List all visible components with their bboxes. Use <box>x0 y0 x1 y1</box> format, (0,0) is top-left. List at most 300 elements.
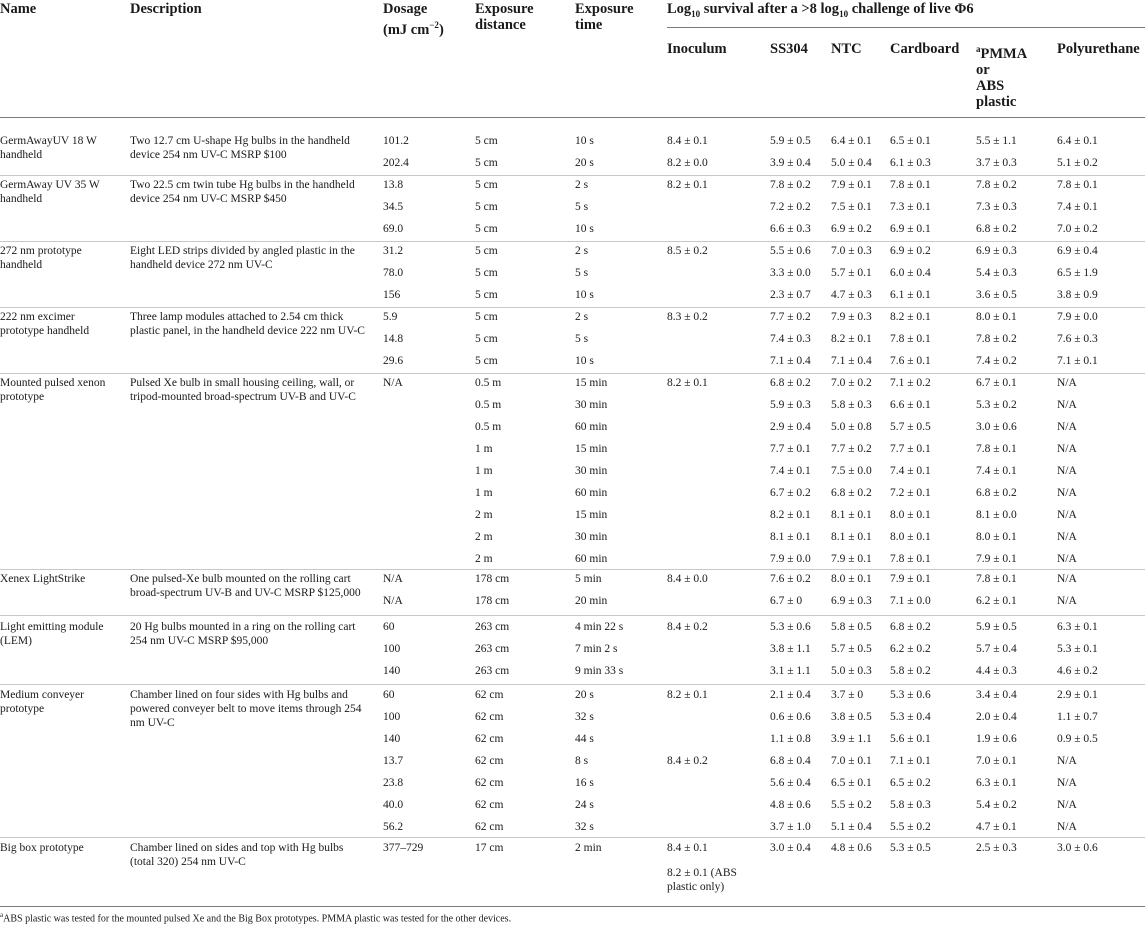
cardboard-cell: 7.3 ± 0.1 <box>890 201 931 213</box>
time-cell: 5 s <box>575 333 589 345</box>
group-separator <box>0 837 1145 838</box>
polyurethane-cell: 7.9 ± 0.0 <box>1057 311 1098 323</box>
distance-cell: 5 cm <box>475 201 498 213</box>
dosage-cell: N/A <box>383 377 403 389</box>
ntc-cell: 7.9 ± 0.3 <box>831 311 872 323</box>
cardboard-cell: 6.0 ± 0.4 <box>890 267 931 279</box>
big-box-inoculum-note: 8.2 ± 0.1 (ABS plastic only) <box>667 867 737 893</box>
dosage-cell: 100 <box>383 643 401 655</box>
polyurethane-cell: 6.9 ± 0.4 <box>1057 245 1098 257</box>
ntc-cell: 8.2 ± 0.1 <box>831 333 872 345</box>
distance-cell: 2 m <box>475 531 493 543</box>
time-cell: 10 s <box>575 135 594 147</box>
dosage-cell: 14.8 <box>383 333 404 345</box>
dosage-cell: 78.0 <box>383 267 404 279</box>
distance-cell: 263 cm <box>475 621 510 633</box>
distance-cell: 0.5 m <box>475 377 502 389</box>
ntc-cell: 6.9 ± 0.3 <box>831 595 872 607</box>
cardboard-cell: 6.1 ± 0.1 <box>890 289 931 301</box>
ss304-cell: 7.7 ± 0.2 <box>770 311 811 323</box>
ss304-cell: 3.8 ± 1.1 <box>770 643 811 655</box>
pmma-abs-cell: 6.2 ± 0.1 <box>976 595 1017 607</box>
ntc-cell: 3.7 ± 0 <box>831 689 864 701</box>
cardboard-cell: 7.8 ± 0.1 <box>890 553 931 565</box>
polyurethane-cell: 2.9 ± 0.1 <box>1057 689 1098 701</box>
ntc-cell: 8.1 ± 0.1 <box>831 531 872 543</box>
inoculum-cell: 8.2 ± 0.1 <box>667 689 708 701</box>
pmma-abs-cell: 7.8 ± 0.2 <box>976 333 1017 345</box>
inoculum-cell: 8.4 ± 0.0 <box>667 573 708 585</box>
distance-cell: 5 cm <box>475 157 498 169</box>
device-name: 272 nm prototype handheld <box>0 245 82 271</box>
dosage-cell: 56.2 <box>383 821 404 833</box>
cardboard-cell: 5.3 ± 0.5 <box>890 842 931 854</box>
pmma-abs-cell: 6.3 ± 0.1 <box>976 777 1017 789</box>
ntc-cell: 5.0 ± 0.3 <box>831 665 872 677</box>
ss304-cell: 7.2 ± 0.2 <box>770 201 811 213</box>
ntc-cell: 7.9 ± 0.1 <box>831 179 872 191</box>
dosage-cell: 377–729 <box>383 842 424 854</box>
time-cell: 20 min <box>575 595 608 607</box>
ss304-cell: 5.9 ± 0.3 <box>770 399 811 411</box>
distance-cell: 62 cm <box>475 821 504 833</box>
cardboard-cell: 5.6 ± 0.1 <box>890 733 931 745</box>
ntc-cell: 7.5 ± 0.0 <box>831 465 872 477</box>
ntc-cell: 6.4 ± 0.1 <box>831 135 872 147</box>
inoculum-cell: 8.2 ± 0.1 <box>667 179 708 191</box>
polyurethane-cell: N/A <box>1057 487 1077 499</box>
pmma-abs-cell: 8.1 ± 0.0 <box>976 509 1017 521</box>
time-cell: 7 min 2 s <box>575 643 618 655</box>
pmma-abs-cell: 5.7 ± 0.4 <box>976 643 1017 655</box>
group-separator <box>0 684 1145 685</box>
ss304-cell: 5.6 ± 0.4 <box>770 777 811 789</box>
dosage-cell: N/A <box>383 573 403 585</box>
distance-cell: 1 m <box>475 465 493 477</box>
dosage-cell: 29.6 <box>383 355 404 367</box>
cardboard-cell: 7.2 ± 0.1 <box>890 487 931 499</box>
ntc-cell: 4.7 ± 0.3 <box>831 289 872 301</box>
pmma-abs-cell: 7.8 ± 0.1 <box>976 443 1017 455</box>
ntc-cell: 7.1 ± 0.4 <box>831 355 872 367</box>
inoculum-cell: 8.4 ± 0.2 <box>667 755 708 767</box>
time-cell: 10 s <box>575 289 594 301</box>
polyurethane-cell: 6.3 ± 0.1 <box>1057 621 1098 633</box>
ntc-cell: 5.8 ± 0.5 <box>831 621 872 633</box>
header-description: Description <box>130 1 202 17</box>
time-cell: 5 s <box>575 267 589 279</box>
dosage-cell: 156 <box>383 289 401 301</box>
time-cell: 15 min <box>575 509 608 521</box>
polyurethane-cell: N/A <box>1057 595 1077 607</box>
ss304-cell: 7.8 ± 0.2 <box>770 179 811 191</box>
ss304-cell: 6.7 ± 0.2 <box>770 487 811 499</box>
polyurethane-cell: N/A <box>1057 573 1077 585</box>
pmma-abs-cell: 7.8 ± 0.2 <box>976 179 1017 191</box>
ntc-cell: 7.9 ± 0.1 <box>831 553 872 565</box>
ntc-cell: 6.8 ± 0.2 <box>831 487 872 499</box>
pmma-abs-cell: 6.8 ± 0.2 <box>976 223 1017 235</box>
ntc-cell: 6.9 ± 0.2 <box>831 223 872 235</box>
time-cell: 30 min <box>575 465 608 477</box>
pmma-abs-cell: 2.0 ± 0.4 <box>976 711 1017 723</box>
distance-cell: 62 cm <box>475 799 504 811</box>
group-separator <box>0 373 1145 374</box>
ntc-cell: 7.0 ± 0.2 <box>831 377 872 389</box>
header-cardboard: Cardboard <box>890 41 960 57</box>
distance-cell: 2 m <box>475 509 493 521</box>
ntc-cell: 8.0 ± 0.1 <box>831 573 872 585</box>
cardboard-cell: 6.1 ± 0.3 <box>890 157 931 169</box>
inoculum-cell: 8.4 ± 0.1 <box>667 842 708 854</box>
pmma-abs-cell: 7.4 ± 0.2 <box>976 355 1017 367</box>
time-cell: 32 s <box>575 821 594 833</box>
distance-cell: 5 cm <box>475 333 498 345</box>
ntc-cell: 7.0 ± 0.1 <box>831 755 872 767</box>
cardboard-cell: 6.5 ± 0.1 <box>890 135 931 147</box>
distance-cell: 5 cm <box>475 311 498 323</box>
device-description: One pulsed-Xe bulb mounted on the rolling cart broad-spectrum UV-B and UV-C MSRP $125,000 <box>130 573 361 599</box>
distance-cell: 0.5 m <box>475 421 502 433</box>
ss304-cell: 7.9 ± 0.0 <box>770 553 811 565</box>
ntc-cell: 7.0 ± 0.3 <box>831 245 872 257</box>
dosage-cell: 60 <box>383 621 395 633</box>
pmma-abs-cell: 6.9 ± 0.3 <box>976 245 1017 257</box>
cardboard-cell: 6.5 ± 0.2 <box>890 777 931 789</box>
header-dosage: Dosage (mJ $cm^{-2}$) <box>383 1 444 38</box>
ss304-cell: 7.1 ± 0.4 <box>770 355 811 367</box>
distance-cell: 62 cm <box>475 711 504 723</box>
polyurethane-cell: N/A <box>1057 465 1077 477</box>
polyurethane-cell: 7.4 ± 0.1 <box>1057 201 1098 213</box>
ntc-cell: 5.0 ± 0.4 <box>831 157 872 169</box>
distance-cell: 5 cm <box>475 179 498 191</box>
cardboard-cell: 7.4 ± 0.1 <box>890 465 931 477</box>
pmma-abs-cell: 3.4 ± 0.4 <box>976 689 1017 701</box>
time-cell: 2 s <box>575 245 589 257</box>
ss304-cell: 1.1 ± 0.8 <box>770 733 811 745</box>
ntc-cell: 5.1 ± 0.4 <box>831 821 872 833</box>
inoculum-cell: 8.2 ± 0.0 <box>667 157 708 169</box>
time-cell: 16 s <box>575 777 594 789</box>
polyurethane-cell: 5.3 ± 0.1 <box>1057 643 1098 655</box>
header-exposure-distance: Exposure distance <box>475 1 534 33</box>
ss304-cell: 3.1 ± 1.1 <box>770 665 811 677</box>
device-description: Three lamp modules attached to 2.54 cm thick plastic panel, in the handheld device 222 nm UV-C <box>130 311 365 337</box>
ntc-cell: 3.8 ± 0.5 <box>831 711 872 723</box>
dosage-cell: 140 <box>383 665 401 677</box>
cardboard-cell: 6.9 ± 0.2 <box>890 245 931 257</box>
pmma-abs-cell: 7.3 ± 0.3 <box>976 201 1017 213</box>
ss304-cell: 0.6 ± 0.6 <box>770 711 811 723</box>
group-separator <box>0 241 1145 242</box>
table-bottom-rule <box>0 906 1145 907</box>
time-cell: 5 s <box>575 201 589 213</box>
cardboard-cell: 5.3 ± 0.4 <box>890 711 931 723</box>
dosage-cell: 60 <box>383 689 395 701</box>
distance-cell: 5 cm <box>475 289 498 301</box>
device-description: 20 Hg bulbs mounted in a ring on the rolling cart 254 nm UV-C MSRP $95,000 <box>130 621 356 647</box>
device-name: Medium conveyer prototype <box>0 689 84 715</box>
pmma-abs-cell: 5.9 ± 0.5 <box>976 621 1017 633</box>
distance-cell: 5 cm <box>475 223 498 235</box>
header-polyurethane: Polyurethane <box>1057 41 1140 57</box>
time-cell: 60 min <box>575 487 608 499</box>
header-survival-group: Log$_{10}$ survival after a >8 $\log_{10}$ challenge of live Φ6 <box>667 1 974 19</box>
inoculum-cell: 8.2 ± 0.1 <box>667 377 708 389</box>
cardboard-cell: 6.6 ± 0.1 <box>890 399 931 411</box>
cardboard-cell: 7.8 ± 0.1 <box>890 179 931 191</box>
ss304-cell: 5.9 ± 0.5 <box>770 135 811 147</box>
distance-cell: 1 m <box>475 487 493 499</box>
pmma-abs-cell: 3.0 ± 0.6 <box>976 421 1017 433</box>
ss304-cell: 7.4 ± 0.3 <box>770 333 811 345</box>
pmma-abs-cell: 5.3 ± 0.2 <box>976 399 1017 411</box>
polyurethane-cell: 7.8 ± 0.1 <box>1057 179 1098 191</box>
pmma-abs-cell: 4.7 ± 0.1 <box>976 821 1017 833</box>
pmma-abs-cell: 5.4 ± 0.2 <box>976 799 1017 811</box>
time-cell: 60 min <box>575 553 608 565</box>
time-cell: 10 s <box>575 355 594 367</box>
time-cell: 5 min <box>575 573 602 585</box>
ss304-cell: 5.5 ± 0.6 <box>770 245 811 257</box>
inoculum-cell: 8.3 ± 0.2 <box>667 311 708 323</box>
ss304-cell: 2.1 ± 0.4 <box>770 689 811 701</box>
ss304-cell: 6.7 ± 0 <box>770 595 803 607</box>
dosage-cell: 31.2 <box>383 245 404 257</box>
time-cell: 2 s <box>575 311 589 323</box>
table-header <box>0 0 1145 118</box>
header-ss304: SS304 <box>770 41 808 57</box>
pmma-abs-cell: 6.7 ± 0.1 <box>976 377 1017 389</box>
header-ntc: NTC <box>831 41 862 57</box>
polyurethane-cell: N/A <box>1057 421 1077 433</box>
time-cell: 32 s <box>575 711 594 723</box>
dosage-cell: 100 <box>383 711 401 723</box>
pmma-abs-cell: 7.8 ± 0.1 <box>976 573 1017 585</box>
pmma-abs-cell: 2.5 ± 0.3 <box>976 842 1017 854</box>
ntc-cell: 3.9 ± 1.1 <box>831 733 872 745</box>
cardboard-cell: 5.8 ± 0.3 <box>890 799 931 811</box>
device-name: 222 nm excimer prototype handheld <box>0 311 90 337</box>
polyurethane-cell: N/A <box>1057 553 1077 565</box>
distance-cell: 263 cm <box>475 665 510 677</box>
polyurethane-cell: 7.6 ± 0.3 <box>1057 333 1098 345</box>
cardboard-cell: 8.2 ± 0.1 <box>890 311 931 323</box>
ss304-cell: 6.8 ± 0.4 <box>770 755 811 767</box>
ss304-cell: 8.1 ± 0.1 <box>770 531 811 543</box>
header-exposure-time: Exposure time <box>575 1 634 33</box>
pmma-abs-cell: 4.4 ± 0.3 <box>976 665 1017 677</box>
polyurethane-cell: 1.1 ± 0.7 <box>1057 711 1098 723</box>
distance-cell: 62 cm <box>475 777 504 789</box>
time-cell: 44 s <box>575 733 594 745</box>
device-description: Pulsed Xe bulb in small housing ceiling, wall, or tripod-mounted broad-spectrum UV-B and UV-C <box>130 377 356 403</box>
ss304-cell: 6.8 ± 0.2 <box>770 377 811 389</box>
ss304-cell: 6.6 ± 0.3 <box>770 223 811 235</box>
distance-cell: 2 m <box>475 553 493 565</box>
polyurethane-cell: N/A <box>1057 443 1077 455</box>
ntc-cell: 6.5 ± 0.1 <box>831 777 872 789</box>
group-separator <box>0 615 1145 616</box>
cardboard-cell: 7.8 ± 0.1 <box>890 333 931 345</box>
cardboard-cell: 7.1 ± 0.1 <box>890 755 931 767</box>
polyurethane-cell: 6.5 ± 1.9 <box>1057 267 1098 279</box>
cardboard-cell: 6.8 ± 0.2 <box>890 621 931 633</box>
polyurethane-cell: 0.9 ± 0.5 <box>1057 733 1098 745</box>
dosage-cell: 40.0 <box>383 799 404 811</box>
distance-cell: 5 cm <box>475 135 498 147</box>
ss304-cell: 3.7 ± 1.0 <box>770 821 811 833</box>
cardboard-cell: 7.1 ± 0.2 <box>890 377 931 389</box>
inoculum-cell: 8.5 ± 0.2 <box>667 245 708 257</box>
pmma-abs-cell: 8.0 ± 0.1 <box>976 311 1017 323</box>
group-separator <box>0 569 1145 570</box>
pmma-abs-cell: 3.7 ± 0.3 <box>976 157 1017 169</box>
pmma-abs-cell: 8.0 ± 0.1 <box>976 531 1017 543</box>
ss304-cell: 5.3 ± 0.6 <box>770 621 811 633</box>
header-inoculum: Inoculum <box>667 41 727 57</box>
distance-cell: 178 cm <box>475 573 510 585</box>
device-name: Light emitting module (LEM) <box>0 621 104 647</box>
dosage-cell: 202.4 <box>383 157 409 169</box>
pmma-abs-cell: 7.0 ± 0.1 <box>976 755 1017 767</box>
device-description: Chamber lined on four sides with Hg bulbs and powered conveyer belt to move items through 254 nm UV-C <box>130 689 362 729</box>
distance-cell: 178 cm <box>475 595 510 607</box>
ntc-cell: 4.8 ± 0.6 <box>831 842 872 854</box>
ss304-cell: 3.3 ± 0.0 <box>770 267 811 279</box>
cardboard-cell: 7.1 ± 0.0 <box>890 595 931 607</box>
time-cell: 2 min <box>575 842 602 854</box>
dosage-cell: 34.5 <box>383 201 404 213</box>
ss304-cell: 2.3 ± 0.7 <box>770 289 811 301</box>
dosage-cell: 23.8 <box>383 777 404 789</box>
time-cell: 60 min <box>575 421 608 433</box>
pmma-abs-cell: 7.9 ± 0.1 <box>976 553 1017 565</box>
cardboard-cell: 5.7 ± 0.5 <box>890 421 931 433</box>
time-cell: 30 min <box>575 399 608 411</box>
polyurethane-cell: N/A <box>1057 755 1077 767</box>
distance-cell: 1 m <box>475 443 493 455</box>
time-cell: 15 min <box>575 443 608 455</box>
time-cell: 24 s <box>575 799 594 811</box>
ss304-cell: 4.8 ± 0.6 <box>770 799 811 811</box>
device-description: Eight LED strips divided by angled plastic in the handheld device 272 nm UV-C <box>130 245 355 271</box>
ntc-cell: 7.7 ± 0.2 <box>831 443 872 455</box>
polyurethane-cell: N/A <box>1057 799 1077 811</box>
dosage-cell: 69.0 <box>383 223 404 235</box>
device-name: GermAwayUV 18 W handheld <box>0 135 97 161</box>
cardboard-cell: 7.7 ± 0.1 <box>890 443 931 455</box>
pmma-abs-cell: 3.6 ± 0.5 <box>976 289 1017 301</box>
distance-cell: 5 cm <box>475 245 498 257</box>
ntc-cell: 5.8 ± 0.3 <box>831 399 872 411</box>
device-name: GermAway UV 35 W handheld <box>0 179 100 205</box>
polyurethane-cell: N/A <box>1057 821 1077 833</box>
pmma-abs-cell: 7.4 ± 0.1 <box>976 465 1017 477</box>
time-cell: 8 s <box>575 755 589 767</box>
ss304-cell: 3.9 ± 0.4 <box>770 157 811 169</box>
dosage-cell: 13.7 <box>383 755 404 767</box>
ss304-cell: 3.0 ± 0.4 <box>770 842 811 854</box>
distance-cell: 17 cm <box>475 842 504 854</box>
header-pmma-abs: $^a$PMMA or ABS plastic <box>976 44 1028 110</box>
cardboard-cell: 5.8 ± 0.2 <box>890 665 931 677</box>
distance-cell: 62 cm <box>475 689 504 701</box>
device-name: Xenex LightStrike <box>0 573 86 585</box>
ss304-cell: 7.7 ± 0.1 <box>770 443 811 455</box>
device-description: Two 12.7 cm U-shape Hg bulbs in the handheld device 254 nm UV-C MSRP $100 <box>130 135 350 161</box>
distance-cell: 62 cm <box>475 733 504 745</box>
time-cell: 4 min 22 s <box>575 621 624 633</box>
group-separator <box>0 307 1145 308</box>
ss304-cell: 7.4 ± 0.1 <box>770 465 811 477</box>
time-cell: 2 s <box>575 179 589 191</box>
ss304-cell: 2.9 ± 0.4 <box>770 421 811 433</box>
group-separator <box>0 175 1145 176</box>
polyurethane-cell: N/A <box>1057 509 1077 521</box>
pmma-abs-cell: 5.5 ± 1.1 <box>976 135 1017 147</box>
polyurethane-cell: 7.0 ± 0.2 <box>1057 223 1098 235</box>
polyurethane-cell: 3.8 ± 0.9 <box>1057 289 1098 301</box>
device-name: Mounted pulsed xenon prototype <box>0 377 106 403</box>
polyurethane-cell: 6.4 ± 0.1 <box>1057 135 1098 147</box>
distance-cell: 263 cm <box>475 643 510 655</box>
polyurethane-cell: 7.1 ± 0.1 <box>1057 355 1098 367</box>
time-cell: 9 min 33 s <box>575 665 624 677</box>
dosage-cell: 101.2 <box>383 135 409 147</box>
dosage-cell: 140 <box>383 733 401 745</box>
polyurethane-cell: 5.1 ± 0.2 <box>1057 157 1098 169</box>
time-cell: 30 min <box>575 531 608 543</box>
header-name: Name <box>0 1 37 17</box>
ntc-cell: 8.1 ± 0.1 <box>831 509 872 521</box>
cardboard-cell: 8.0 ± 0.1 <box>890 509 931 521</box>
distance-cell: 5 cm <box>475 267 498 279</box>
cardboard-cell: 7.6 ± 0.1 <box>890 355 931 367</box>
header-group-rule <box>667 27 1145 28</box>
inoculum-cell: 8.4 ± 0.1 <box>667 135 708 147</box>
ss304-cell: 8.2 ± 0.1 <box>770 509 811 521</box>
polyurethane-cell: N/A <box>1057 399 1077 411</box>
cardboard-cell: 6.2 ± 0.2 <box>890 643 931 655</box>
ntc-cell: 5.0 ± 0.8 <box>831 421 872 433</box>
distance-cell: 0.5 m <box>475 399 502 411</box>
time-cell: 10 s <box>575 223 594 235</box>
footnote: $^a$ABS plastic was tested for the mounted pulsed Xe and the Big Box prototypes. PMMA plastic was tested for the other devices. <box>0 911 512 925</box>
ntc-cell: 5.5 ± 0.2 <box>831 799 872 811</box>
dosage-cell: 13.8 <box>383 179 404 191</box>
cardboard-cell: 7.9 ± 0.1 <box>890 573 931 585</box>
distance-cell: 5 cm <box>475 355 498 367</box>
pmma-abs-cell: 5.4 ± 0.3 <box>976 267 1017 279</box>
cardboard-cell: 8.0 ± 0.1 <box>890 531 931 543</box>
device-description: Two 22.5 cm twin tube Hg bulbs in the handheld device 254 nm UV-C MSRP $450 <box>130 179 355 205</box>
time-cell: 20 s <box>575 157 594 169</box>
ntc-cell: 5.7 ± 0.1 <box>831 267 872 279</box>
dosage-cell: 5.9 <box>383 311 398 323</box>
polyurethane-cell: N/A <box>1057 777 1077 789</box>
inoculum-cell: 8.4 ± 0.2 <box>667 621 708 633</box>
device-name: Big box prototype <box>0 842 84 854</box>
pmma-abs-cell: 6.8 ± 0.2 <box>976 487 1017 499</box>
cardboard-cell: 6.9 ± 0.1 <box>890 223 931 235</box>
polyurethane-cell: N/A <box>1057 531 1077 543</box>
cardboard-cell: 5.5 ± 0.2 <box>890 821 931 833</box>
dosage-cell: N/A <box>383 595 403 607</box>
polyurethane-cell: N/A <box>1057 377 1077 389</box>
polyurethane-cell: 3.0 ± 0.6 <box>1057 842 1098 854</box>
